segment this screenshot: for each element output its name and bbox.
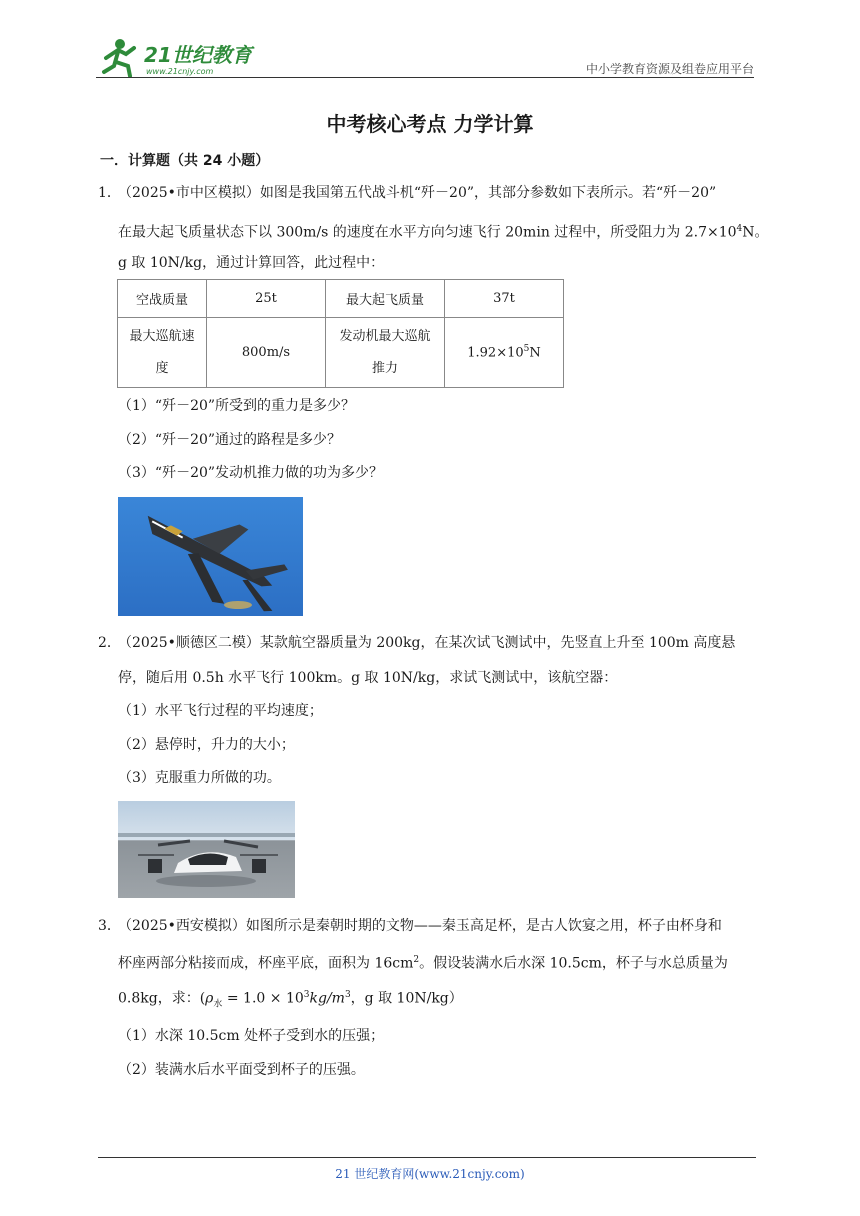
- q3-line2: 杯座两部分粘接而成，杯座平底，面积为 $16cm^2$。假设装满水后水深 10.5cm，杯子与水总质量为: [118, 955, 728, 972]
- q3-sub1: （1）水深 10.5cm 处杯子受到水的压强；: [118, 1028, 385, 1044]
- runner-icon: [104, 39, 134, 76]
- table-cell: 37t: [445, 280, 564, 318]
- q3-sub2: （2）装满水后水平面受到杯子的压强。: [118, 1062, 365, 1078]
- footer-link[interactable]: 21 世纪教育网(www.21cnjy.com): [335, 1167, 525, 1181]
- section-heading: 一．计算题（共 24 小题）: [100, 153, 270, 169]
- q1-number: 1．: [98, 185, 121, 201]
- table-cell: $1.92\times 10^5N$: [445, 318, 564, 388]
- q2-number: 2．: [98, 635, 121, 651]
- header-divider: [96, 77, 754, 78]
- table-cell: 25t: [207, 280, 326, 318]
- q1-line2: 在最大起飞质量状态下以 300m/s 的速度在水平方向匀速飞行 20min 过程中，所受阻力为 $2.7\times 10^4N$。: [118, 224, 769, 241]
- table-cell: 最大巡航速 度: [118, 318, 207, 388]
- q1-line3: g 取 10N/kg，通过计算回答，此过程中：: [118, 255, 385, 271]
- site-logo: [96, 36, 256, 80]
- q1-sub3: （3）“歼－20”发动机推力做的功为多少？: [118, 465, 384, 481]
- q2-sub1: （1）水平飞行过程的平均速度；: [118, 703, 323, 719]
- table-cell: 发动机最大巡航 推力: [326, 318, 445, 388]
- q2-line1: （2025•顺德区二模）某款航空器质量为 200kg，在某次试飞测试中，先竖直上升至 100m 高度悬: [118, 635, 736, 651]
- platform-name: 中小学教育资源及组卷应用平台: [585, 62, 754, 76]
- logo-url: www.21cnjy.com: [146, 67, 214, 76]
- q1-line1: （2025•市中区模拟）如图是我国第五代战斗机“歼－20”，其部分参数如下表所示。若“歼－20”: [118, 185, 717, 201]
- logo-text: 21世纪教育: [144, 43, 252, 67]
- q2-line2: 停，随后用 0.5h 水平飞行 100km。g 取 10N/kg，求试飞测试中，该航空器：: [118, 670, 618, 686]
- footer-divider: [98, 1157, 756, 1158]
- page-title: 中考核心考点 力学计算: [326, 112, 534, 136]
- q3-line3: 0.8kg，求：($\rho_水 = 1.0 \times 10^3kg/m^3$，g 取 10N/kg）: [118, 990, 463, 1010]
- q3-number: 3．: [98, 918, 121, 934]
- q2-sub3: （3）克服重力所做的功。: [118, 770, 281, 786]
- q1-sub1: （1）“歼－20”所受到的重力是多少？: [118, 398, 356, 414]
- q1-sub2: （2）“歼－20”通过的路程是多少？: [118, 432, 342, 448]
- aircraft-photo: [118, 801, 295, 898]
- table-cell: 空战质量: [118, 280, 207, 318]
- parameter-table: [117, 279, 564, 388]
- table-cell: 800m/s: [207, 318, 326, 388]
- q2-sub2: （2）悬停时，升力的大小；: [118, 737, 295, 753]
- table-cell: 最大起飞质量: [326, 280, 445, 318]
- q3-line1: （2025•西安模拟）如图所示是秦朝时期的文物——秦玉高足杯，是古人饮宴之用，杯子由杯身和: [118, 918, 722, 934]
- fighter-jet-photo: [118, 497, 303, 616]
